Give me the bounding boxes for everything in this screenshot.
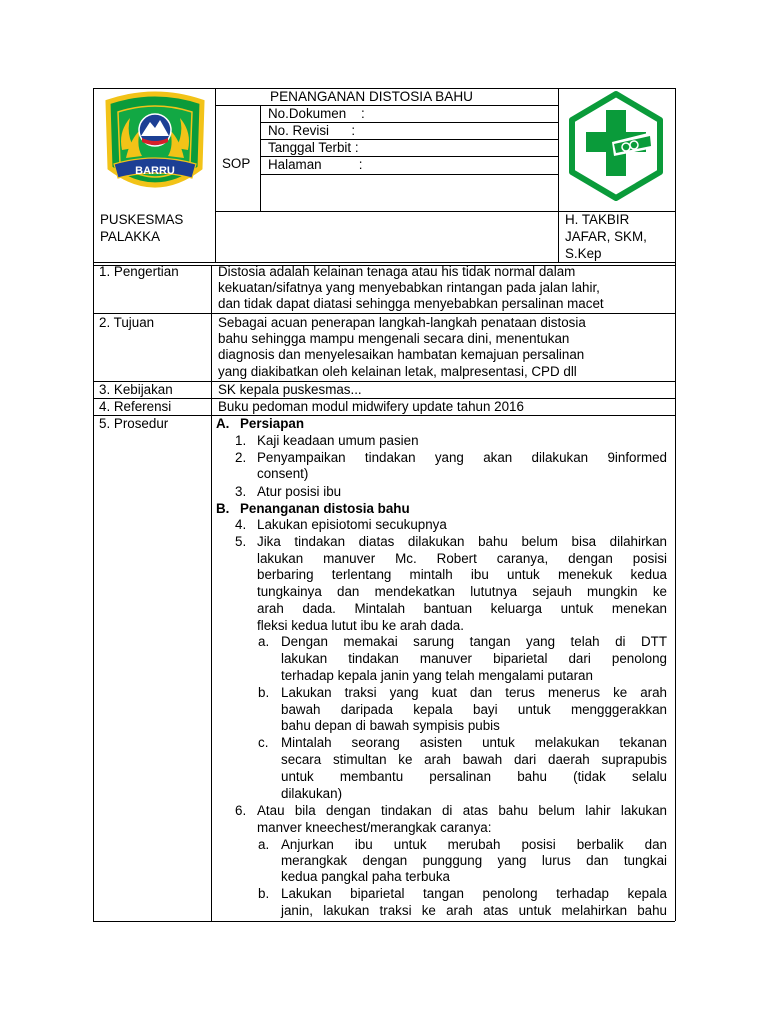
pengertian-line: kekuatan/sifatnya yang menyebabkan rintangan pada jalan lahir, [218,280,600,295]
item-text: Penyampaikan tindakan yang akan dilakukan 9informed [257,450,667,465]
item-number: 6. [235,803,247,818]
label-prosedur: 5. Prosedur [99,416,169,431]
sub-item-text: secara stimultan ke arah bawah dari daerah suprapubis [281,752,667,767]
label-kebijakan: 3. Kebijakan [99,382,173,397]
sub-item-letter: a. [258,634,270,649]
sub-item-text: Mintalah seorang asisten untuk melakukan tekanan [281,735,667,750]
sub-item-letter: a. [258,837,270,852]
item-text: Atau bila dengan tindakan di atas bahu belum lahir lakukan [257,803,667,818]
section-a-title: Persiapan [240,416,305,431]
pengertian-line: dan tidak dapat diatasi sehingga menyebabkan persalinan macet [218,296,604,311]
sub-item-text: Lakukan traksi yang kuat dan terus menerus ke arah [281,685,667,700]
section-a-marker: A. [216,416,230,431]
sub-item-text: Lakukan biparietal tangan penolong terhadap kepala [281,886,667,901]
item-text: arah dada. Mintalah bantuan keluarga untuk menekan [257,601,667,616]
item-text: Atur posisi ibu [257,484,342,499]
item-text: fleksi kedua lutut ibu ke arah dada. [257,618,464,633]
sub-item-text: lakukan tindakan manuver biparietal dari penolong [281,651,667,666]
item-text: Jika tindakan diatas dilakukan bahu belum bisa dilahirkan [257,534,667,549]
barru-logo-text: BARRU [135,165,175,177]
item-text: manver kneechest/merangkak caranya: [257,820,492,835]
label-pengertian: 1. Pengertian [99,264,179,279]
puskesmas-logo [564,88,668,208]
signer-line2: JAFAR, SKM, [565,229,647,244]
referensi-text: Buku pedoman modul midwifery update tahun 2016 [218,399,524,414]
sub-item-text: janin, lakukan traksi ke arah atas untuk melahirkan bahu [281,903,667,918]
sub-item-text: untuk membantu persalinan bahu (tidak selalu [281,769,667,784]
sub-item-letter: b. [258,685,270,700]
item-number: 5. [235,534,247,549]
pengertian-line: Distosia adalah kelainan tenaga atau his tidak normal dalam [218,264,576,279]
org-name-line2: PALAKKA [100,229,161,244]
item-text: lakukan manuver Mc. Robert caranya, dengan posisi [257,551,667,566]
item-text: berbaring terlentang mintalh ibu untuk menekuk kedua [257,567,667,582]
item-text: Lakukan episiotomi secukupnya [257,517,447,532]
signer-line3: S.Kep [565,246,602,261]
field-halaman: Halaman : [268,157,363,172]
barru-regency-logo [100,90,210,208]
sub-item-text: bahu depan di bawah sympisis pubis [281,718,500,733]
item-text: tungkainya dan mendekatkan lututnya sejauh mungkin ke [257,584,667,599]
sub-item-text: Dengan memakai sarung tangan yang telah di DTT [281,634,667,649]
section-b-marker: B. [216,501,230,516]
tujuan-line: diagnosis dan menyelesaikan hambatan kemajuan persalinan [218,347,585,362]
sop-label: SOP [222,156,251,171]
sub-item-text: terhadap kepala janin yang telah mengalami putaran [281,668,593,683]
tujuan-line: bahu sehingga mampu mengenali secara dini, menentukan [218,331,570,346]
field-no-revisi: No. Revisi : [268,123,356,138]
sub-item-text: merangkak dengan punggung yang lurus dan tungkai [281,853,667,868]
document-title: PENANGANAN DISTOSIA BAHU [270,89,473,104]
sub-item-text: dilakukan) [281,786,343,801]
sub-item-letter: b. [258,886,270,901]
label-tujuan: 2. Tujuan [99,315,155,330]
item-text: consent) [257,466,309,481]
tujuan-line: yang diakibatkan oleh kelainan letak, malpresentasi, CPD dll [218,364,577,379]
item-number: 1. [235,433,247,448]
sub-item-text: Anjurkan ibu untuk merubah posisi berbalik dan [281,837,667,852]
field-no-dokumen: No.Dokumen : [268,106,365,121]
item-number: 4. [235,517,247,532]
org-name-line1: PUSKESMAS [100,212,184,227]
item-number: 2. [235,450,247,465]
sub-item-text: kedua pangkal paha terbuka [281,869,451,884]
label-referensi: 4. Referensi [99,399,172,414]
item-text: Kaji keadaan umum pasien [257,433,419,448]
kebijakan-text: SK kepala puskesmas... [218,382,362,397]
field-tanggal-terbit: Tanggal Terbit : [268,140,359,155]
section-b-title: Penanganan distosia bahu [240,501,410,516]
sub-item-text: bawah daripada kepala bayi untuk mengggerakkan [281,702,667,717]
item-number: 3. [235,484,247,499]
signer-line1: H. TAKBIR [565,212,630,227]
tujuan-line: Sebagai acuan penerapan langkah-langkah penataan distosia [218,315,586,330]
sub-item-letter: c. [258,735,269,750]
